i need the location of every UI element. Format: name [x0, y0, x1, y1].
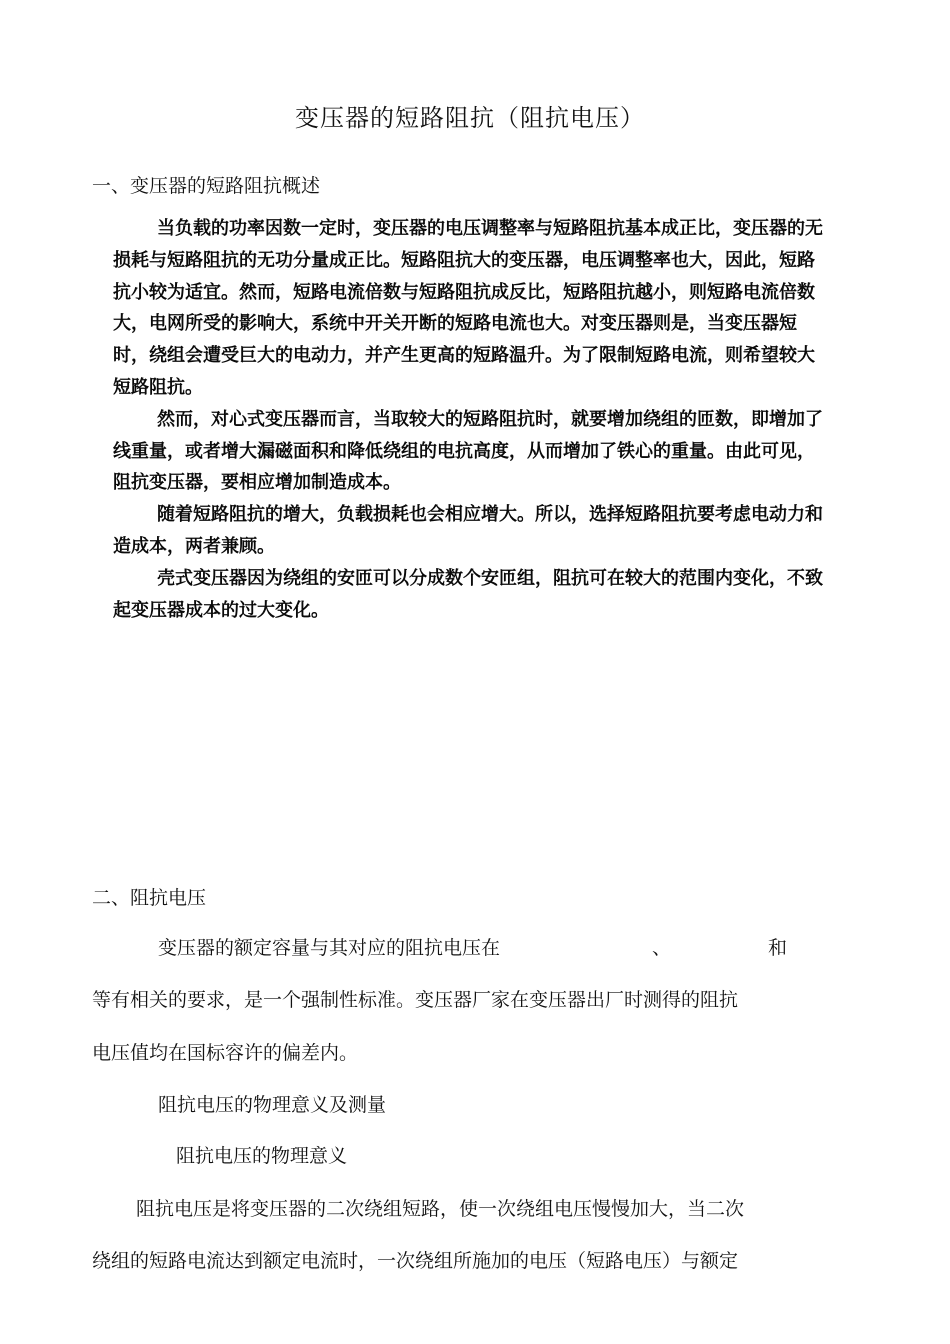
paragraph-line: 大，电网所受的影响大，系统中开关开断的短路电流也大。对变压器则是，当变压器短 [113, 313, 797, 335]
paragraph-line: 起变压器成本的过大变化。 [113, 599, 329, 621]
section-heading-impedance-voltage: 二、阻抗电压 [92, 887, 207, 909]
paragraph-line: 电压值均在国标容许的偏差内。 [92, 1042, 359, 1064]
scanned-text-block [113, 213, 950, 626]
paragraph-line: 变压器的额定容量与其对应的阻抗电压在 [158, 937, 501, 959]
paragraph-line: 然而，对心式变压器而言，当取较大的短路阻抗时，就要增加绕组的匝数，即增加了 [157, 408, 823, 430]
sub-subsection-heading: 阻抗电压的物理意义 [176, 1145, 348, 1167]
paragraph-line: 抗小较为适宜。然而，短路电流倍数与短路阻抗成反比，短路阻抗越小，则短路电流倍数 [113, 281, 815, 303]
paragraph-line: 等有相关的要求，是一个强制性标准。变压器厂家在变压器出厂时测得的阻抗 [92, 989, 739, 1011]
paragraph-line: 随着短路阻抗的增大，负载损耗也会相应增大。所以，选择短路阻抗要考虑电动力和 [157, 504, 823, 526]
paragraph-line: 阻抗变压器，要相应增加制造成本。 [113, 472, 401, 494]
paragraph-line: 绕组的短路电流达到额定电流时，一次绕组所施加的电压（短路电压）与额定 [92, 1250, 739, 1272]
paragraph-line: 短路阻抗。 [113, 376, 203, 398]
paragraph-line: 线重量，或者增大漏磁面积和降低绕组的电抗高度，从而增加了铁心的重量。由此可见， [113, 440, 815, 462]
document-title: 变压器的短路阻抗（阻抗电压） [295, 104, 645, 132]
paragraph-line: 损耗与短路阻抗的无功分量成正比。短路阻抗大的变压器，电压调整率也大，因此，短路 [113, 249, 815, 271]
section-heading-overview: 一、变压器的短路阻抗概述 [92, 175, 321, 197]
conjunction-text: 和 [768, 937, 788, 959]
paragraph-line: 壳式变压器因为绕组的安匝可以分成数个安匝组，阻抗可在较大的范围内变化，不致 [157, 567, 823, 589]
paragraph-line: 当负载的功率因数一定时，变压器的电压调整率与短路阻抗基本成正比，变压器的无 [157, 218, 823, 239]
paragraph-line: 阻抗电压是将变压器的二次绕组短路，使一次绕组电压慢慢加大，当二次 [136, 1198, 745, 1220]
paragraph-line: 造成本，两者兼顾。 [113, 535, 275, 557]
subsection-heading: 阻抗电压的物理意义及测量 [158, 1094, 387, 1116]
paragraph-line: 时，绕组会遭受巨大的电动力，并产生更高的短路温升。为了限制短路电流，则希望较大 [113, 345, 815, 367]
enumeration-comma: 、 [652, 937, 672, 959]
